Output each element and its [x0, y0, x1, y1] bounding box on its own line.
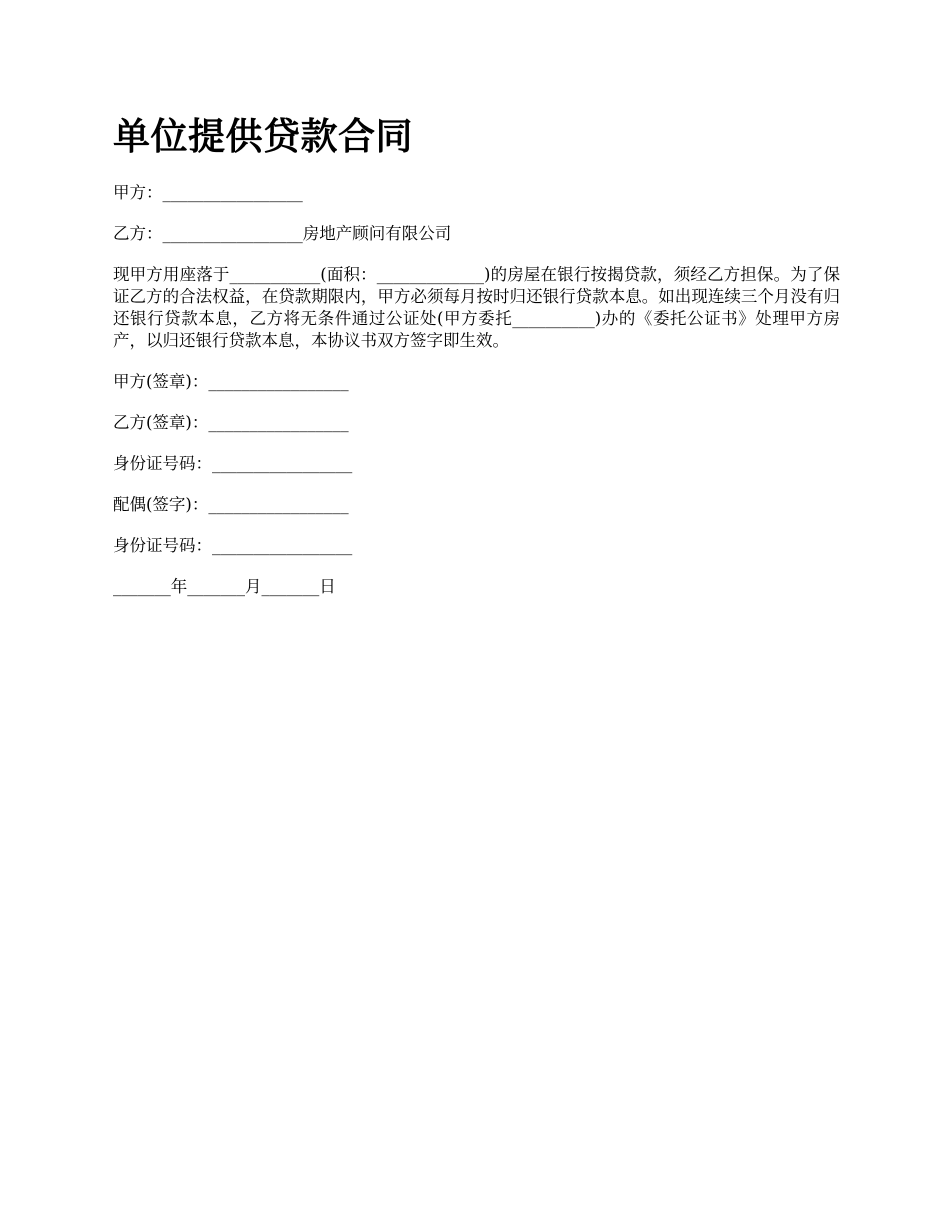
contract-body-paragraph: 现甲方用座落于___________(面积：_____________)的房屋在银行按揭贷款，须经乙方担保。为了保证乙方的合法权益，在贷款期限内，甲方必须每月按时归还银行贷款本息。如出现连续三个月没有归还银行贷款本息，乙方将无条件通过公证处(甲方委托__________)办的《委托公证书》处理甲方房产，以归还银行贷款本息，本协议书双方签字即生效。 [113, 265, 840, 350]
id-number-line-1: 身份证号码：_________________ [113, 454, 353, 473]
document-page [113, 112, 840, 598]
party-b-signature-line: 乙方(签章)：_________________ [113, 413, 349, 432]
document-title: 单位提供贷款合同 [113, 114, 413, 158]
id-number-line-2: 身份证号码：_________________ [113, 536, 353, 555]
party-a-signature-line: 甲方(签章)：_________________ [113, 372, 349, 391]
spouse-signature-line: 配偶(签字)：_________________ [113, 495, 349, 514]
party-a-line: 甲方：_________________ [113, 183, 303, 202]
date-line: _______年_______月_______日 [113, 577, 336, 596]
party-b-line: 乙方：_________________房地产顾问有限公司 [113, 224, 452, 243]
